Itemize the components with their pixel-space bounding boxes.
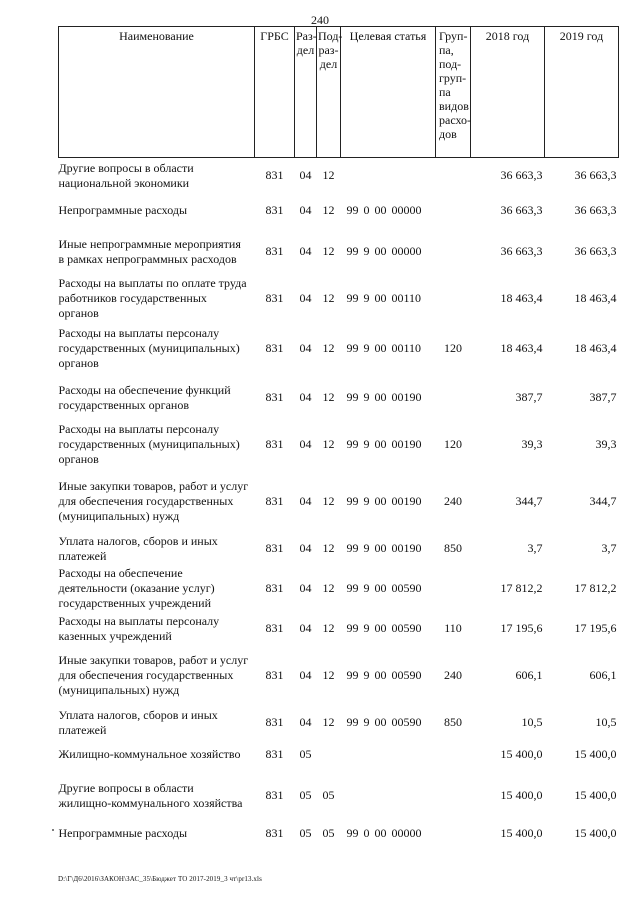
- header-group: Груп- па, под- груп- па видов расхо- дов: [436, 27, 471, 158]
- row-target: 99 9 00 00000: [346, 244, 422, 258]
- row-podrazdel: 12: [322, 168, 335, 183]
- row-target: 99 9 00 00190: [346, 541, 422, 555]
- row-podrazdel: 12: [322, 494, 335, 508]
- table-row: [59, 276, 619, 321]
- row-razdel: 04: [299, 341, 312, 355]
- row-razdel: 04: [299, 390, 312, 404]
- row-name: Расходы на обеспечение деятельности (оказание услуг) государственных учреждений: [58, 566, 215, 610]
- row-name: Уплата налогов, сборов и иных платежей: [58, 707, 218, 737]
- table-header: [59, 27, 619, 158]
- row-group: [436, 194, 471, 228]
- row-target: 99 9 00 00190: [346, 390, 422, 404]
- row-target: 99 9 00 00590: [346, 715, 422, 729]
- row-grbs: 831: [265, 203, 284, 217]
- row-amount-2019: 344,7: [589, 494, 617, 508]
- row-amount-2018: 36 663,3: [500, 244, 543, 258]
- header-grbs: ГРБС: [255, 27, 295, 158]
- row-grbs: 831: [265, 788, 284, 802]
- row-podrazdel: 12: [322, 341, 335, 355]
- row-amount-2019: 606,1: [589, 668, 617, 682]
- row-amount-2019: 15 400,0: [574, 788, 617, 802]
- row-grbs: 831: [265, 668, 284, 682]
- row-group: [436, 771, 471, 821]
- row-podrazdel: 12: [322, 203, 335, 217]
- row-amount-2018: 36 663,3: [500, 168, 543, 183]
- row-amount-2018: 344,7: [515, 494, 543, 508]
- row-podrazdel: [317, 739, 341, 771]
- header-target: Целевая статья: [341, 27, 436, 158]
- row-amount-2019: 387,7: [589, 390, 617, 404]
- row-razdel: 04: [299, 668, 312, 682]
- row-grbs: 831: [265, 826, 284, 840]
- table-row: [59, 707, 619, 739]
- row-target: 99 0 00 00000: [346, 826, 422, 840]
- row-target: 99 0 00 00000: [346, 203, 422, 217]
- row-grbs: 831: [265, 715, 284, 729]
- table-row: [59, 645, 619, 707]
- header-name: Наименование: [59, 27, 255, 158]
- row-group: 110: [444, 621, 462, 635]
- row-podrazdel: 12: [322, 668, 335, 682]
- row-amount-2019: 18 463,4: [574, 341, 617, 355]
- header-2018: 2018 год: [471, 27, 545, 158]
- row-amount-2018: 3,7: [527, 541, 543, 555]
- row-amount-2018: 18 463,4: [500, 290, 543, 305]
- table-row: [59, 565, 619, 613]
- row-target: 99 9 00 00590: [346, 668, 422, 682]
- table-row: [59, 821, 619, 847]
- row-podrazdel: 12: [322, 581, 335, 595]
- row-target: [341, 771, 436, 821]
- row-name: Расходы на обеспечение функций государственных органов: [58, 382, 231, 412]
- row-group: 850: [444, 541, 462, 555]
- row-podrazdel: 12: [322, 541, 335, 555]
- row-amount-2019: 18 463,4: [574, 290, 617, 305]
- row-amount-2018: 606,1: [515, 668, 543, 682]
- row-razdel: 04: [299, 621, 312, 635]
- row-grbs: 831: [265, 494, 284, 508]
- row-podrazdel: 05: [322, 826, 335, 840]
- budget-table-container: [58, 26, 618, 847]
- row-amount-2019: 17 812,2: [574, 581, 617, 595]
- row-amount-2019: 17 195,6: [574, 621, 617, 635]
- row-amount-2019: 10,5: [595, 715, 617, 729]
- row-amount-2018: 387,7: [515, 390, 543, 404]
- row-grbs: 831: [265, 244, 284, 258]
- row-razdel: 04: [299, 290, 312, 305]
- row-podrazdel: 12: [322, 437, 335, 451]
- footer-file-path: D:\Г\Д6\2016\ЗАКОН\ЗАС_35\Бюджет ТО 2017-2019_3 чт\pr13.xls: [58, 875, 262, 883]
- row-name: Другие вопросы в области национальной экономики: [58, 160, 194, 190]
- table-row: [59, 533, 619, 565]
- row-target: 99 9 00 00590: [346, 581, 422, 595]
- row-target: [341, 158, 436, 194]
- header-2019: 2019 год: [545, 27, 619, 158]
- table-row: [59, 194, 619, 228]
- row-grbs: 831: [265, 168, 284, 183]
- row-amount-2018: 17 812,2: [500, 581, 543, 595]
- table-row: [59, 471, 619, 533]
- row-group: 240: [444, 668, 462, 682]
- row-razdel: 04: [299, 581, 312, 595]
- row-name: Иные непрограммные мероприятия в рамках непрограммных расходов: [58, 236, 241, 266]
- row-razdel: 04: [299, 203, 312, 217]
- row-target: 99 9 00 00190: [346, 437, 422, 451]
- row-name: Иные закупки товаров, работ и услуг для обеспечения государственных (муниципальных) нужд: [58, 479, 249, 523]
- row-name: Расходы на выплаты персоналу государственных (муниципальных) органов: [58, 326, 240, 370]
- budget-table: [58, 26, 619, 847]
- row-amount-2018: 39,3: [521, 437, 543, 451]
- row-amount-2019: 36 663,3: [574, 203, 617, 217]
- row-group: 240: [444, 494, 462, 508]
- row-razdel: 05: [299, 788, 312, 802]
- row-razdel: 04: [299, 494, 312, 508]
- row-podrazdel: 12: [322, 244, 335, 258]
- row-group: [436, 228, 471, 276]
- row-amount-2018: 10,5: [521, 715, 543, 729]
- row-razdel: 05: [299, 826, 312, 840]
- row-name: Непрограммные расходы: [58, 203, 188, 217]
- row-grbs: 831: [265, 747, 284, 761]
- row-group: [436, 158, 471, 194]
- row-amount-2018: 17 195,6: [500, 621, 543, 635]
- row-grbs: 831: [265, 621, 284, 635]
- row-group: [436, 276, 471, 321]
- row-amount-2019: 15 400,0: [574, 747, 617, 761]
- table-row: [59, 377, 619, 419]
- row-grbs: 831: [265, 541, 284, 555]
- table-row: [59, 228, 619, 276]
- row-razdel: 05: [299, 747, 312, 761]
- row-podrazdel: 12: [322, 290, 335, 305]
- table-row: [59, 739, 619, 771]
- row-target: 99 9 00 00110: [346, 341, 422, 355]
- row-name: Иные закупки товаров, работ и услуг для обеспечения государственных (муниципальных) нужд: [58, 653, 249, 697]
- row-grbs: 831: [265, 581, 284, 595]
- row-name: Непрограммные расходы: [58, 826, 188, 840]
- row-podrazdel: 12: [322, 621, 335, 635]
- row-amount-2018: 18 463,4: [500, 341, 543, 355]
- row-podrazdel: 12: [322, 390, 335, 404]
- row-amount-2018: 15 400,0: [500, 747, 543, 761]
- row-grbs: 831: [265, 290, 284, 305]
- row-name: Расходы на выплаты персоналу государственных (муниципальных) органов: [58, 422, 240, 466]
- row-group: [436, 377, 471, 419]
- row-razdel: 04: [299, 244, 312, 258]
- row-target: [341, 739, 436, 771]
- row-podrazdel: 05: [322, 788, 335, 802]
- table-row: [59, 771, 619, 821]
- row-name: Расходы на выплаты по оплате труда работников государственных органов: [58, 275, 247, 320]
- row-razdel: 04: [299, 168, 312, 183]
- row-razdel: 04: [299, 715, 312, 729]
- row-amount-2019: 15 400,0: [574, 826, 617, 840]
- table-row: [59, 158, 619, 194]
- row-grbs: 831: [265, 390, 284, 404]
- row-name: Жилищно-коммунальное хозяйство: [58, 747, 241, 761]
- row-target: 99 9 00 00110: [346, 290, 422, 305]
- row-group: [436, 821, 471, 847]
- row-podrazdel: 12: [322, 715, 335, 729]
- row-razdel: 04: [299, 437, 312, 451]
- table-row: [59, 419, 619, 471]
- page-number: 240: [311, 13, 329, 27]
- row-target: 99 9 00 00190: [346, 494, 422, 508]
- row-target: 99 9 00 00590: [346, 621, 422, 635]
- row-grbs: 831: [265, 341, 284, 355]
- row-amount-2018: 15 400,0: [500, 788, 543, 802]
- row-group: [436, 739, 471, 771]
- row-name: Уплата налогов, сборов и иных платежей: [58, 533, 218, 563]
- table-row: [59, 613, 619, 645]
- row-amount-2019: 3,7: [601, 541, 617, 555]
- row-name: Расходы на выплаты персоналу казенных учреждений: [58, 613, 220, 643]
- row-group: [436, 565, 471, 613]
- row-group: 850: [444, 715, 462, 729]
- row-amount-2018: 36 663,3: [500, 203, 543, 217]
- row-group: 120: [444, 437, 462, 451]
- row-amount-2018: 15 400,0: [500, 826, 543, 840]
- header-razdel: Раз- дел: [295, 27, 317, 158]
- row-group: 120: [444, 341, 462, 355]
- row-amount-2019: 39,3: [595, 437, 617, 451]
- header-podrazdel: Под- раз- дел: [317, 27, 341, 158]
- table-body: [59, 158, 619, 847]
- row-name: Другие вопросы в области жилищно-коммунального хозяйства: [58, 780, 243, 810]
- row-amount-2019: 36 663,3: [574, 244, 617, 258]
- table-row: [59, 321, 619, 377]
- row-razdel: 04: [299, 541, 312, 555]
- scan-mark: [52, 829, 54, 831]
- row-grbs: 831: [265, 437, 284, 451]
- row-amount-2019: 36 663,3: [574, 168, 617, 183]
